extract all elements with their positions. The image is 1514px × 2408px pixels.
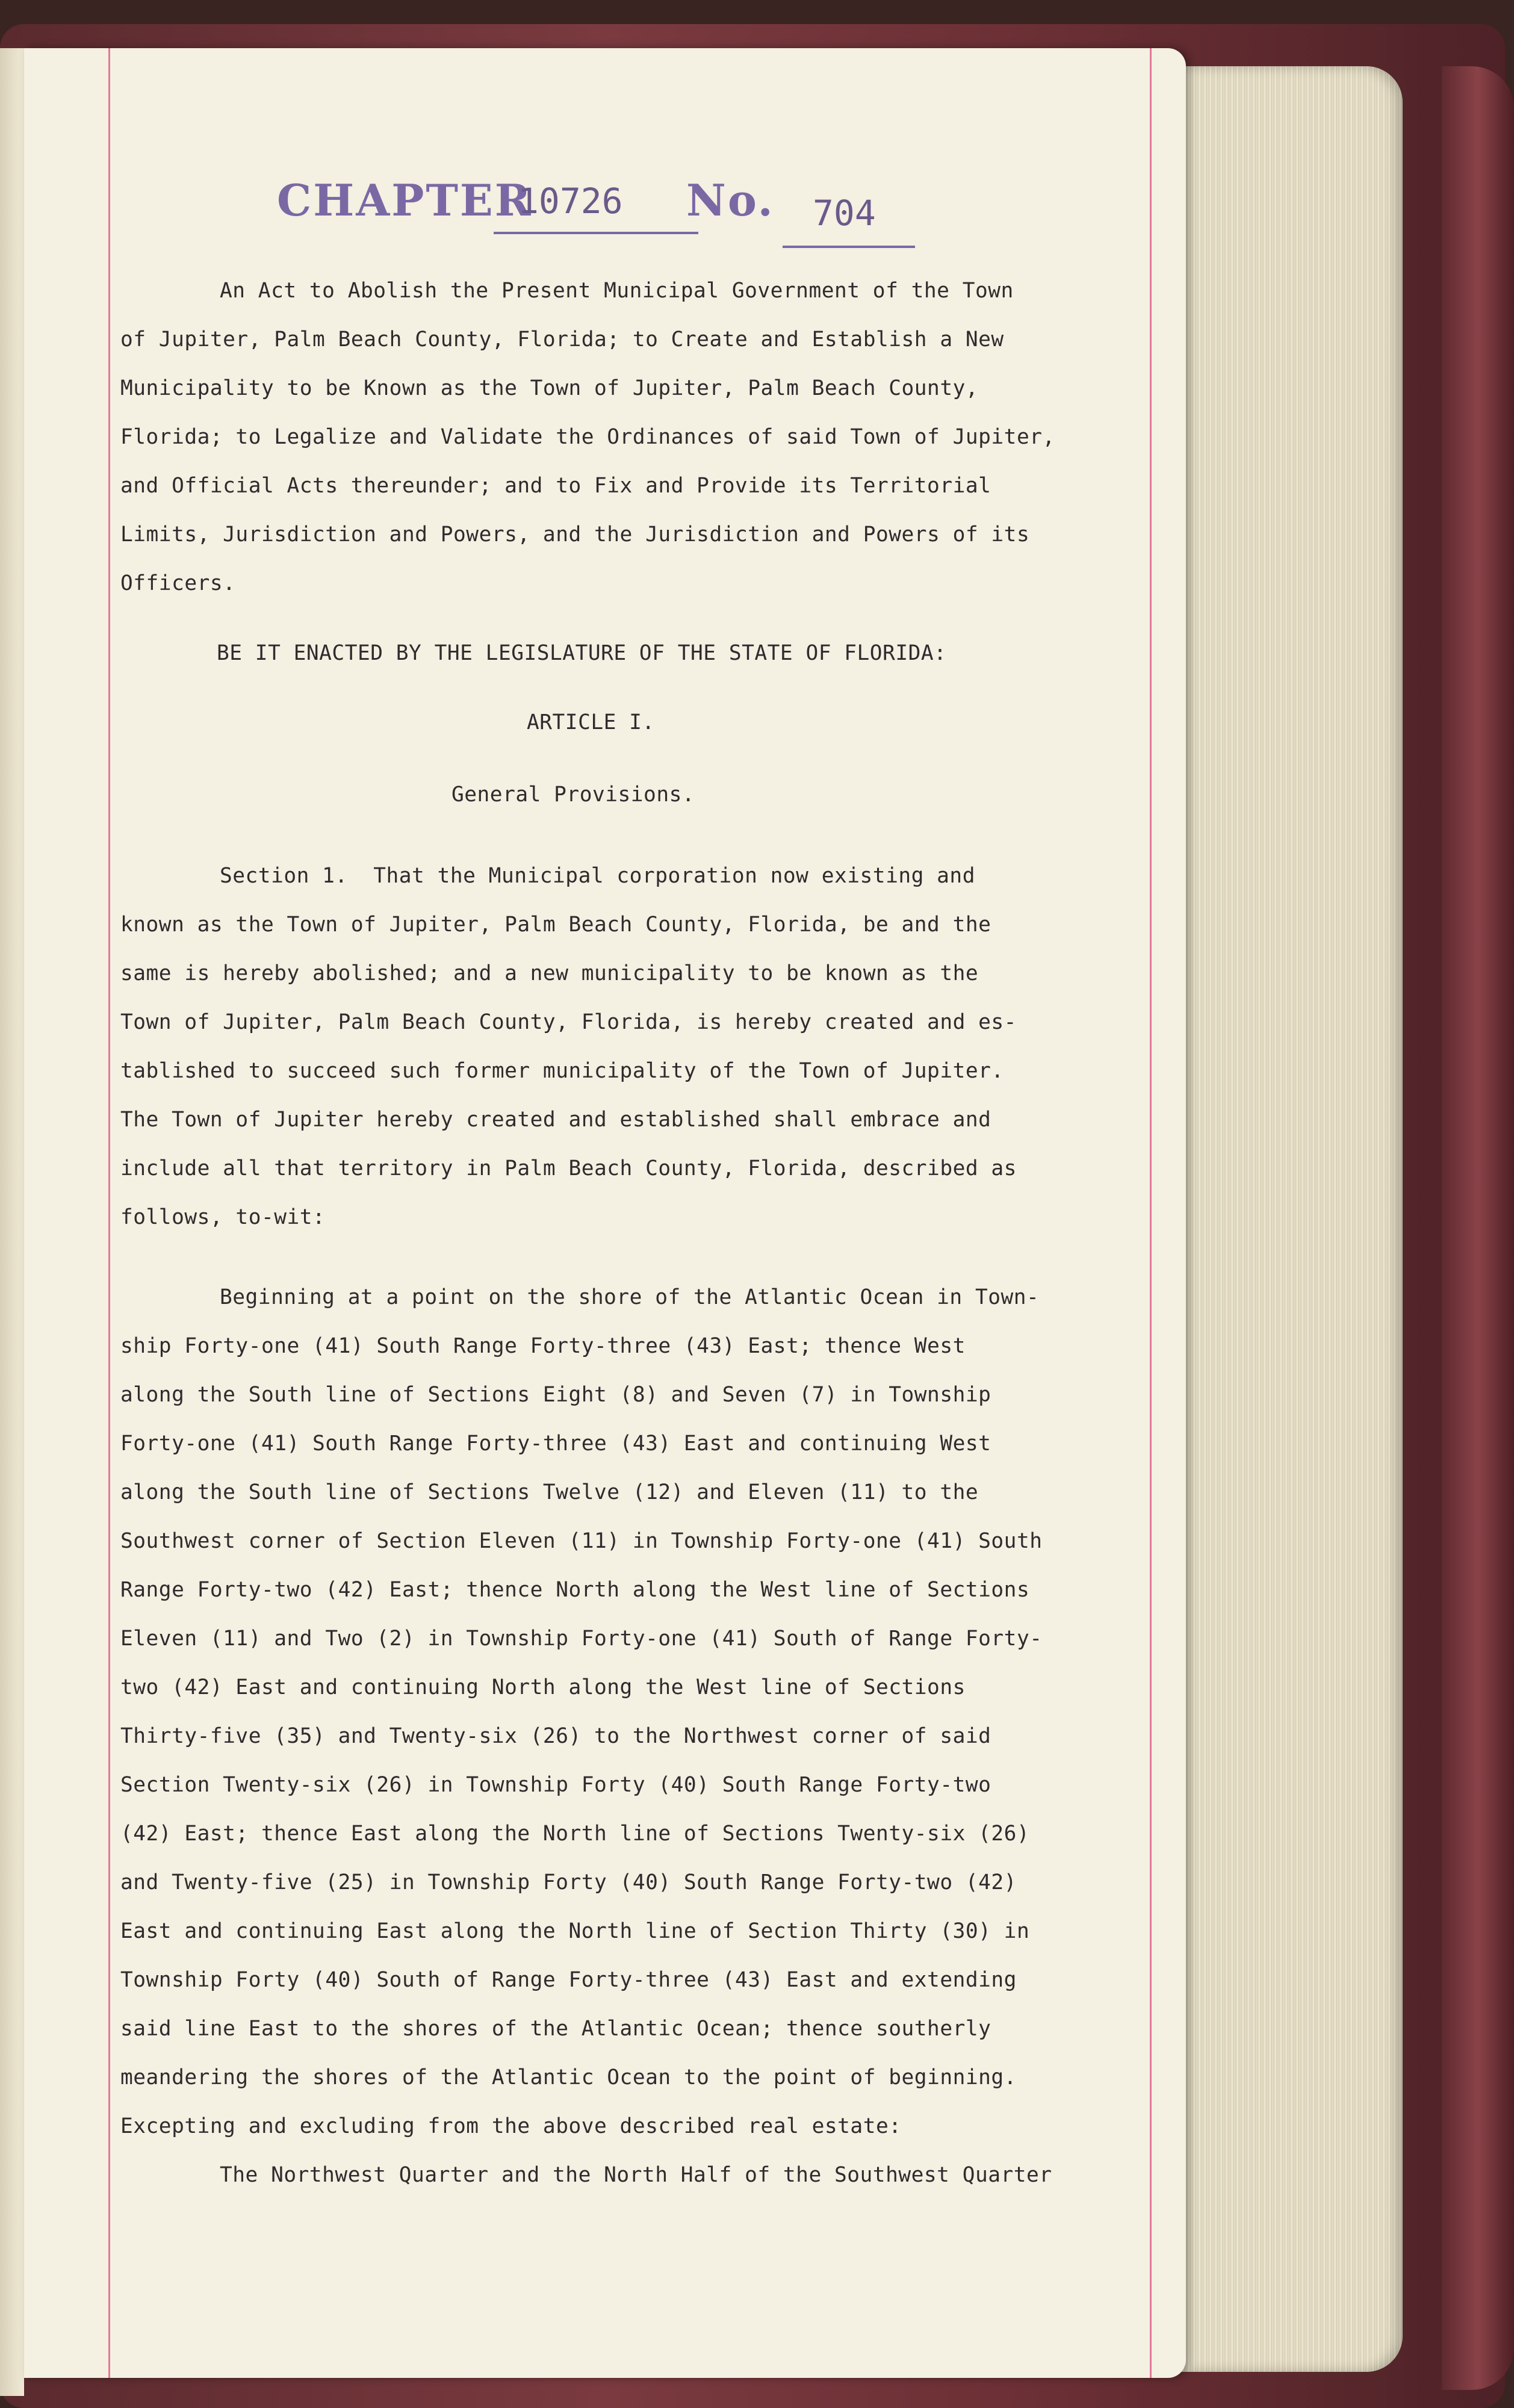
left-margin-rule bbox=[108, 48, 110, 2378]
boundary-line: and Twenty-five (25) in Township Forty (40) South Range Forty-two (42) bbox=[120, 1870, 1017, 1894]
boundary-line: Southwest corner of Section Eleven (11) in Township Forty-one (41) South bbox=[120, 1529, 1043, 1553]
section-1-line: Section 1. That the Municipal corporation now existing and bbox=[220, 864, 975, 888]
boundary-line: said line East to the shores of the Atlantic Ocean; thence southerly bbox=[120, 2017, 991, 2041]
title-line: of Jupiter, Palm Beach County, Florida; to Create and Establish a New bbox=[120, 327, 1004, 352]
title-line: and Official Acts thereunder; and to Fix and Provide its Territorial bbox=[120, 474, 991, 498]
chapter-underline bbox=[494, 232, 698, 234]
boundary-line: Beginning at a point on the shore of the Atlantic Ocean in Town- bbox=[220, 1285, 1040, 1309]
law-number: 704 bbox=[813, 193, 876, 234]
boundary-line: Section Twenty-six (26) in Township Forty (40) South Range Forty-two bbox=[120, 1773, 991, 1797]
boundary-line: East and continuing East along the North line of Section Thirty (30) in bbox=[120, 1919, 1030, 1943]
boundary-line: two (42) East and continuing North along the West line of Sections bbox=[120, 1675, 966, 1699]
section-1-line: Town of Jupiter, Palm Beach County, Florida, is hereby created and es- bbox=[120, 1010, 1017, 1034]
page-edges bbox=[1180, 66, 1403, 2372]
previous-page-edge bbox=[0, 48, 24, 2396]
boundary-line: Township Forty (40) South of Range Forty-three (43) East and extending bbox=[120, 1968, 1017, 1992]
no-label: No. bbox=[686, 175, 775, 226]
book-cover-edge bbox=[1442, 66, 1514, 2390]
document-page bbox=[24, 48, 1186, 2378]
section-1-line: tablished to succeed such former municipality of the Town of Jupiter. bbox=[120, 1059, 1004, 1083]
boundary-line: Thirty-five (35) and Twenty-six (26) to the Northwest corner of said bbox=[120, 1724, 991, 1748]
title-line: An Act to Abolish the Present Municipal Government of the Town bbox=[220, 279, 1014, 303]
chapter-label: CHAPTER bbox=[277, 175, 533, 226]
number-underline bbox=[783, 246, 915, 248]
title-line: Officers. bbox=[120, 571, 236, 595]
boundary-line: The Northwest Quarter and the North Half of the Southwest Quarter bbox=[220, 2163, 1052, 2187]
section-1-line: The Town of Jupiter hereby created and established shall embrace and bbox=[120, 1108, 991, 1132]
enacting-clause: BE IT ENACTED BY THE LEGISLATURE OF THE STATE OF FLORIDA: bbox=[217, 641, 947, 665]
boundary-line: (42) East; thence East along the North line of Sections Twenty-six (26) bbox=[120, 1822, 1030, 1846]
boundary-line: along the South line of Sections Twelve (12) and Eleven (11) to the bbox=[120, 1480, 979, 1504]
boundary-line: Excepting and excluding from the above described real estate: bbox=[120, 2114, 902, 2138]
section-1-line: include all that territory in Palm Beach County, Florida, described as bbox=[120, 1156, 1017, 1181]
article-subheading: General Provisions. bbox=[451, 783, 695, 807]
section-1-line: follows, to-wit: bbox=[120, 1205, 326, 1229]
article-heading: ARTICLE I. bbox=[527, 710, 655, 734]
boundary-line: ship Forty-one (41) South Range Forty-three (43) East; thence West bbox=[120, 1334, 966, 1358]
title-line: Florida; to Legalize and Validate the Ordinances of said Town of Jupiter, bbox=[120, 425, 1055, 449]
section-1-line: same is hereby abolished; and a new municipality to be known as the bbox=[120, 961, 979, 985]
right-margin-rule bbox=[1150, 48, 1152, 2378]
boundary-line: Eleven (11) and Two (2) in Township Forty-one (41) South of Range Forty- bbox=[120, 1627, 1043, 1651]
title-line: Limits, Jurisdiction and Powers, and the Jurisdiction and Powers of its bbox=[120, 523, 1030, 547]
section-1-line: known as the Town of Jupiter, Palm Beach County, Florida, be and the bbox=[120, 913, 991, 937]
boundary-line: meandering the shores of the Atlantic Ocean to the point of beginning. bbox=[120, 2065, 1017, 2090]
boundary-line: along the South line of Sections Eight (8) and Seven (7) in Township bbox=[120, 1383, 991, 1407]
boundary-line: Forty-one (41) South Range Forty-three (43) East and continuing West bbox=[120, 1432, 991, 1456]
chapter-number: 10726 bbox=[518, 181, 623, 222]
title-line: Municipality to be Known as the Town of Jupiter, Palm Beach County, bbox=[120, 376, 979, 400]
boundary-line: Range Forty-two (42) East; thence North along the West line of Sections bbox=[120, 1578, 1030, 1602]
